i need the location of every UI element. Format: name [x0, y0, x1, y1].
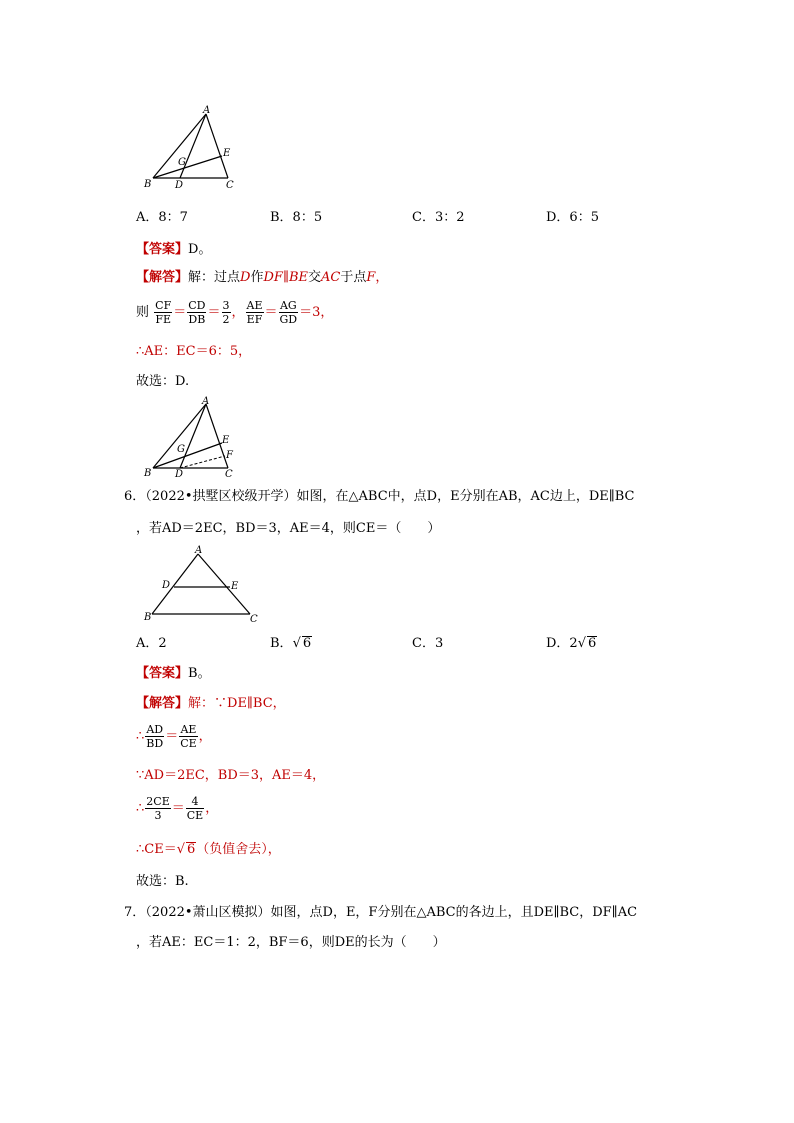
numerator: CD — [188, 299, 206, 312]
answer-value: D。 — [188, 242, 212, 257]
denominator: DB — [188, 313, 206, 326]
label-F: F — [226, 450, 233, 461]
denominator: 2 — [222, 313, 230, 326]
text: 解：过点 — [188, 270, 241, 285]
label-D: D — [175, 469, 184, 480]
q6-solution-line-6: 故选：B. — [136, 874, 189, 889]
answer-tag: 【答案】 — [136, 666, 189, 681]
label-G: G — [177, 444, 185, 455]
text: F — [366, 270, 376, 285]
q6-option-c: C．3 — [412, 636, 444, 651]
radicand: 6 — [187, 842, 196, 857]
radicand: 6 — [302, 636, 312, 651]
q6-answer — [136, 664, 211, 684]
text: ＝ — [173, 305, 187, 320]
fraction — [187, 299, 206, 326]
q6-option-a: A．2 — [136, 636, 167, 651]
text: 解：∵DE∥BC， — [188, 696, 286, 711]
text: ＝ — [264, 305, 278, 320]
denominator: CE — [186, 809, 204, 822]
fraction — [246, 299, 264, 326]
text: ， — [231, 305, 245, 320]
q6-solution-line-3: ∵AD＝2EC，BD＝3，AE＝4， — [136, 768, 326, 783]
fraction — [154, 299, 172, 326]
label-C: C — [226, 180, 234, 191]
fraction — [145, 795, 170, 822]
q5-solution-line-1 — [136, 268, 388, 288]
fraction — [279, 299, 299, 326]
numerator: 2CE — [146, 795, 170, 808]
solution-tag: 【解答】 — [136, 270, 189, 285]
q7-stem-line-2: ，若AE：EC＝1：2，BF＝6，则DE的长为（ ） — [136, 935, 446, 950]
q6-solution-line-1 — [136, 694, 286, 714]
q6-options — [136, 632, 696, 652]
label-A: A — [195, 545, 203, 556]
fraction — [222, 299, 231, 326]
label-C: C — [225, 469, 233, 480]
text: 于点 — [340, 270, 367, 285]
radicand: 6 — [588, 636, 597, 651]
text: ， — [198, 729, 212, 744]
denominator: CE — [180, 737, 197, 750]
fraction — [186, 795, 204, 822]
text: DF — [263, 270, 283, 285]
label-E: E — [222, 435, 230, 446]
text: ＝ — [207, 305, 221, 320]
q5-option-c: C．3：2 — [412, 210, 465, 225]
text: ， — [205, 801, 219, 816]
text: 作 — [250, 270, 264, 285]
q6-stem-line-2: ，若AD＝2EC，BD＝3，AE＝4，则CE＝（ ） — [136, 521, 441, 536]
q5-option-d: D．6：5 — [546, 210, 599, 225]
figure-triangle-2 — [140, 396, 250, 480]
numerator: AD — [146, 723, 164, 736]
label-E: E — [231, 581, 239, 592]
numerator: 3 — [222, 299, 230, 312]
text: D — [240, 270, 251, 285]
q6-solution-line-5: ∴CE＝√ 6（负值舍去）， — [136, 842, 281, 857]
q5-option-b: B．8：5 — [270, 210, 323, 225]
text: ∴ — [136, 729, 145, 744]
q6-stem-line-1: 6．（2022•拱墅区校级开学）如图，在△ABC中，点D，E分别在AB，AC边上，DE∥BC — [124, 489, 635, 504]
text: ∴CE＝ — [136, 842, 177, 857]
q6-option-d: D．2√ 6 — [546, 636, 597, 651]
label-D: D — [162, 580, 171, 591]
q5-solution-line-3: ∴AE：EC＝6：5， — [136, 344, 252, 359]
text: ∴ — [136, 801, 145, 816]
text: ∥ — [282, 270, 289, 285]
q5-answer — [136, 240, 211, 260]
numerator: CF — [155, 299, 172, 312]
label-C: C — [250, 614, 258, 625]
fraction — [145, 723, 164, 750]
label-B: B — [144, 468, 152, 479]
numerator: AE — [246, 299, 263, 312]
q6-solution-line-2 — [136, 722, 212, 752]
text: BE — [288, 270, 308, 285]
text: AC — [321, 270, 341, 285]
numerator: AE — [180, 723, 197, 736]
q6-solution-line-4 — [136, 794, 218, 824]
answer-value: B。 — [188, 666, 211, 681]
text: ＝ — [171, 801, 185, 816]
figure-triangle-3 — [140, 544, 264, 626]
label-B: B — [144, 612, 152, 623]
text: D．2 — [546, 636, 578, 651]
text: B． — [270, 636, 293, 651]
denominator: EF — [246, 313, 263, 326]
q6-option-b: B．√ 6 — [270, 636, 312, 651]
label-D: D — [175, 180, 184, 191]
text: 交 — [308, 270, 322, 285]
label-E: E — [223, 148, 231, 159]
q5-solution-line-2 — [136, 298, 333, 328]
denominator: BD — [146, 737, 164, 750]
answer-tag: 【答案】 — [136, 242, 189, 257]
fraction — [179, 723, 197, 750]
numerator: AG — [279, 299, 297, 312]
solution-tag: 【解答】 — [136, 696, 189, 711]
q5-option-a: A．8：7 — [136, 210, 188, 225]
label-A: A — [202, 396, 210, 407]
q5-options — [136, 206, 696, 226]
text: （负值舍去）， — [196, 842, 281, 857]
label-G: G — [178, 157, 186, 168]
numerator: 4 — [186, 795, 204, 809]
q5-solution-line-4: 故选：D. — [136, 374, 190, 389]
text: ， — [375, 270, 389, 285]
text: 则 — [136, 305, 150, 320]
label-B: B — [144, 179, 152, 190]
label-A: A — [203, 105, 211, 116]
q7-stem-line-1: 7．（2022•萧山区模拟）如图，点D，E，F分别在△ABC的各边上，且DE∥BC，DF∥AC — [124, 905, 638, 920]
denominator: 3 — [154, 809, 162, 822]
figure-triangle-1 — [140, 104, 250, 192]
denominator: FE — [155, 313, 172, 326]
text: ＝ — [165, 729, 179, 744]
text: ＝3， — [299, 305, 334, 320]
denominator: GD — [279, 313, 298, 326]
